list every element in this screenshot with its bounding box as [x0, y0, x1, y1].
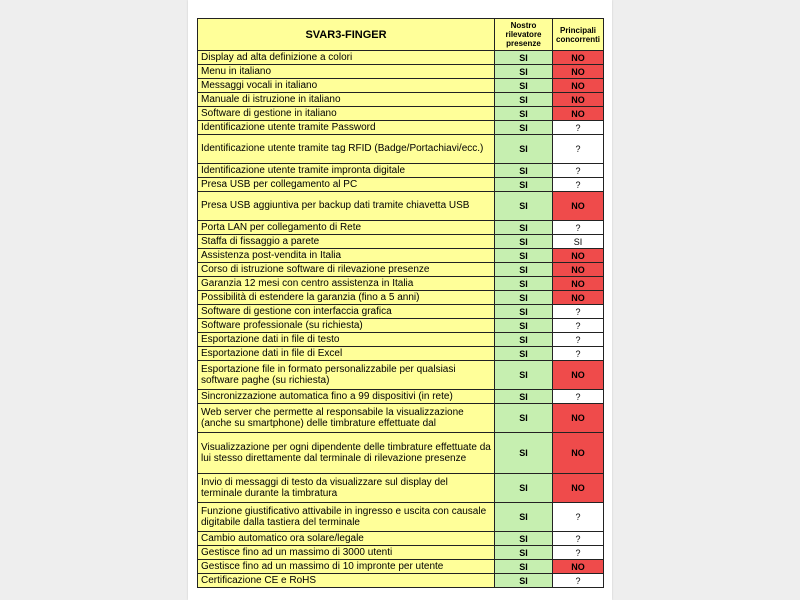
feature-cell: Web server che permette al responsabile la visualizzazione (anche su smartphone) delle timbrature effettuate dal — [198, 404, 495, 433]
competitors-cell: NO — [553, 51, 604, 65]
ours-cell: SI — [495, 347, 553, 361]
table-row — [198, 121, 604, 135]
ours-cell: SI — [495, 107, 553, 121]
competitors-cell: ? — [553, 121, 604, 135]
table-row — [198, 319, 604, 333]
table-row — [198, 249, 604, 263]
ours-cell: SI — [495, 291, 553, 305]
table-row — [198, 574, 604, 588]
feature-cell: Esportazione file in formato personalizzabile per qualsiasi software paghe (su richiesta) — [198, 361, 495, 390]
competitors-cell: ? — [553, 164, 604, 178]
competitors-cell: NO — [553, 404, 604, 433]
feature-cell: Identificazione utente tramite tag RFID (Badge/Portachiavi/ecc.) — [198, 135, 495, 164]
competitors-cell: NO — [553, 277, 604, 291]
competitors-cell: ? — [553, 319, 604, 333]
competitors-cell: ? — [553, 305, 604, 319]
competitors-cell: NO — [553, 249, 604, 263]
ours-cell: SI — [495, 135, 553, 164]
competitors-cell: ? — [553, 333, 604, 347]
ours-cell: SI — [495, 560, 553, 574]
competitors-cell: ? — [553, 532, 604, 546]
ours-cell: SI — [495, 474, 553, 503]
table-row — [198, 107, 604, 121]
ours-cell: SI — [495, 235, 553, 249]
ours-cell: SI — [495, 305, 553, 319]
feature-cell: Presa USB per collegamento al PC — [198, 178, 495, 192]
feature-cell: Staffa di fissaggio a parete — [198, 235, 495, 249]
feature-cell: Menu in italiano — [198, 65, 495, 79]
ours-cell: SI — [495, 319, 553, 333]
feature-cell: Porta LAN per collegamento di Rete — [198, 221, 495, 235]
feature-cell: Assistenza post-vendita in Italia — [198, 249, 495, 263]
table-row — [198, 560, 604, 574]
header-competitors: Principali concorrenti — [553, 19, 604, 51]
feature-cell: Identificazione utente tramite impronta digitale — [198, 164, 495, 178]
table-row — [198, 433, 604, 474]
ours-cell: SI — [495, 546, 553, 560]
competitors-cell: NO — [553, 192, 604, 221]
table-row — [198, 390, 604, 404]
competitors-cell: ? — [553, 135, 604, 164]
header-ours: Nostro rilevatore presenze — [495, 19, 553, 51]
table-row — [198, 135, 604, 164]
competitors-cell: NO — [553, 107, 604, 121]
feature-cell: Esportazione dati in file di Excel — [198, 347, 495, 361]
ours-cell: SI — [495, 433, 553, 474]
table-row — [198, 263, 604, 277]
feature-cell: Possibilità di estendere la garanzia (fino a 5 anni) — [198, 291, 495, 305]
ours-cell: SI — [495, 164, 553, 178]
competitors-cell: NO — [553, 93, 604, 107]
ours-cell: SI — [495, 79, 553, 93]
table-row — [198, 93, 604, 107]
table-row — [198, 333, 604, 347]
feature-cell: Gestisce fino ad un massimo di 3000 utenti — [198, 546, 495, 560]
table-row — [198, 347, 604, 361]
feature-cell: Manuale di istruzione in italiano — [198, 93, 495, 107]
ours-cell: SI — [495, 333, 553, 347]
table-row — [198, 361, 604, 390]
table-row — [198, 503, 604, 532]
competitors-cell: NO — [553, 291, 604, 305]
table-row — [198, 79, 604, 93]
feature-cell: Cambio automatico ora solare/legale — [198, 532, 495, 546]
ours-cell: SI — [495, 263, 553, 277]
competitors-cell: NO — [553, 361, 604, 390]
competitors-cell: NO — [553, 474, 604, 503]
feature-cell: Identificazione utente tramite Password — [198, 121, 495, 135]
ours-cell: SI — [495, 65, 553, 79]
competitors-cell: ? — [553, 546, 604, 560]
feature-cell: Gestisce fino ad un massimo di 10 impronte per utente — [198, 560, 495, 574]
ours-cell: SI — [495, 574, 553, 588]
ours-cell: SI — [495, 404, 553, 433]
table-header-row — [198, 19, 604, 51]
ours-cell: SI — [495, 192, 553, 221]
competitors-cell: ? — [553, 221, 604, 235]
table-row — [198, 235, 604, 249]
feature-cell: Certificazione CE e RoHS — [198, 574, 495, 588]
feature-cell: Corso di istruzione software di rilevazione presenze — [198, 263, 495, 277]
table-row — [198, 546, 604, 560]
table-row — [198, 192, 604, 221]
feature-cell: Software di gestione in italiano — [198, 107, 495, 121]
feature-cell: Presa USB aggiuntiva per backup dati tramite chiavetta USB — [198, 192, 495, 221]
feature-cell: Messaggi vocali in italiano — [198, 79, 495, 93]
table-title: SVAR3-FINGER — [198, 19, 495, 51]
feature-cell: Esportazione dati in file di testo — [198, 333, 495, 347]
table-row — [198, 51, 604, 65]
competitors-cell: NO — [553, 79, 604, 93]
competitors-cell: ? — [553, 503, 604, 532]
ours-cell: SI — [495, 51, 553, 65]
competitors-cell: ? — [553, 390, 604, 404]
feature-cell: Software professionale (su richiesta) — [198, 319, 495, 333]
ours-cell: SI — [495, 361, 553, 390]
ours-cell: SI — [495, 93, 553, 107]
feature-cell: Invio di messaggi di testo da visualizzare sul display del terminale durante la timbratura — [198, 474, 495, 503]
ours-cell: SI — [495, 178, 553, 192]
ours-cell: SI — [495, 249, 553, 263]
feature-cell: Sincronizzazione automatica fino a 99 dispositivi (in rete) — [198, 390, 495, 404]
ours-cell: SI — [495, 532, 553, 546]
feature-cell: Visualizzazione per ogni dipendente delle timbrature effettuate da lui stesso direttamente dal terminale di rilevazione presenze — [198, 433, 495, 474]
table-row — [198, 474, 604, 503]
ours-cell: SI — [495, 277, 553, 291]
competitors-cell: ? — [553, 574, 604, 588]
comparison-table — [197, 18, 604, 588]
table-row — [198, 164, 604, 178]
table-row — [198, 532, 604, 546]
table-row — [198, 404, 604, 433]
ours-cell: SI — [495, 390, 553, 404]
feature-cell: Funzione giustificativo attivabile in ingresso e uscita con causale digitabile dalla tastiera del terminale — [198, 503, 495, 532]
ours-cell: SI — [495, 121, 553, 135]
competitors-cell: SI — [553, 235, 604, 249]
competitors-cell: ? — [553, 347, 604, 361]
table-row — [198, 291, 604, 305]
competitors-cell: NO — [553, 263, 604, 277]
ours-cell: SI — [495, 503, 553, 532]
table-row — [198, 65, 604, 79]
ours-cell: SI — [495, 221, 553, 235]
competitors-cell: NO — [553, 65, 604, 79]
competitors-cell: ? — [553, 178, 604, 192]
table-row — [198, 178, 604, 192]
feature-cell: Garanzia 12 mesi con centro assistenza in Italia — [198, 277, 495, 291]
feature-cell: Display ad alta definizione a colori — [198, 51, 495, 65]
document-page — [188, 0, 612, 600]
table-row — [198, 277, 604, 291]
competitors-cell: NO — [553, 560, 604, 574]
table-row — [198, 221, 604, 235]
table-row — [198, 305, 604, 319]
feature-cell: Software di gestione con interfaccia grafica — [198, 305, 495, 319]
competitors-cell: NO — [553, 433, 604, 474]
